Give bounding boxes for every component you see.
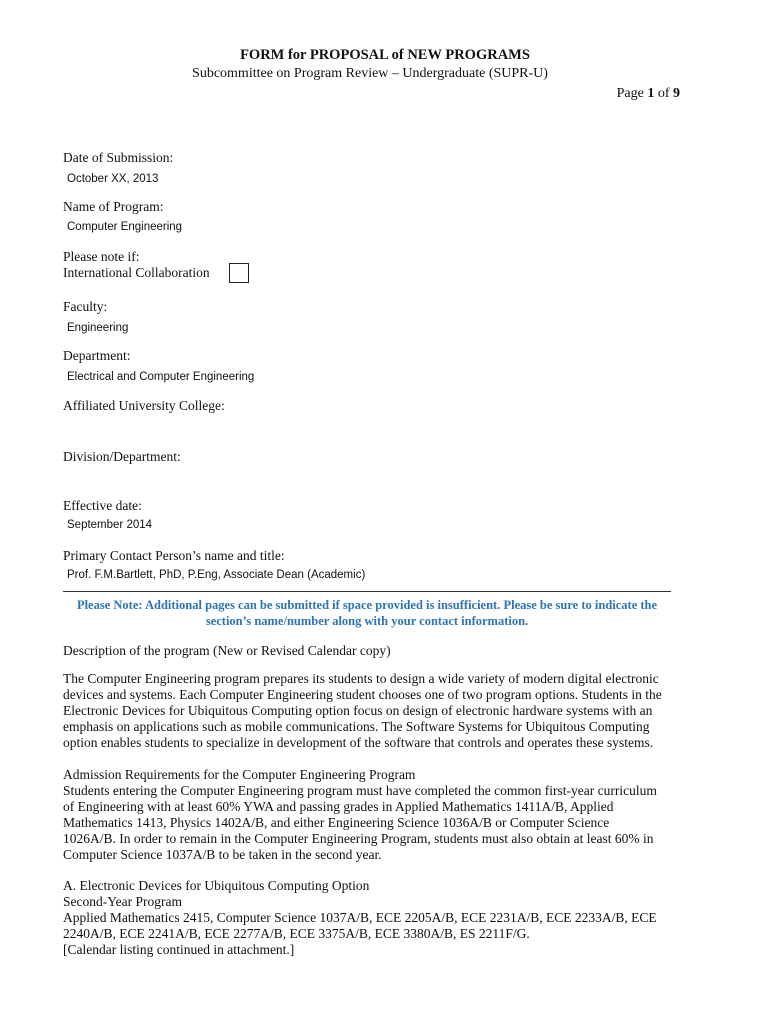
paragraph-line: Admission Requirements for the Computer Engineering Program bbox=[63, 767, 416, 782]
department-value[interactable]: Electrical and Computer Engineering bbox=[67, 371, 255, 383]
paragraph-line: of Engineering with at least 60% YWA and passing grades in Applied Mathematics 1411A/B, Applied bbox=[63, 799, 614, 814]
contact-value[interactable]: Prof. F.M.Bartlett, PhD, P.Eng, Associate Dean (Academic) bbox=[67, 569, 366, 581]
paragraph-line: 1026A/B. In order to remain in the Computer Engineering Program, students must also obtain at least 60% in bbox=[63, 831, 654, 846]
date-label: Date of Submission: bbox=[63, 150, 174, 165]
please-note-label: Please note if: bbox=[63, 249, 140, 264]
paragraph-line: Applied Mathematics 2415, Computer Science 1037A/B, ECE 2205A/B, ECE 2231A/B, ECE 2233A/B, ECE bbox=[63, 910, 657, 925]
page-number bbox=[617, 86, 680, 102]
date-value[interactable]: October XX, 2013 bbox=[67, 173, 159, 185]
paragraph-line: Second-Year Program bbox=[63, 894, 182, 909]
paragraph-line: Mathematics 1413, Physics 1402A/B, and either Engineering Science 1036A/B or Computer Science bbox=[63, 815, 610, 830]
notice-line: section’s name/number along with your contact information. bbox=[205, 613, 529, 628]
program-label: Name of Program: bbox=[63, 199, 164, 214]
paragraph-line: option enables students to specialize in development of the software that controls and operates these systems. bbox=[63, 735, 654, 750]
description-heading: Description of the program (New or Revised Calendar copy) bbox=[63, 643, 391, 658]
paragraph-line: Electronic Devices for Ubiquitous Computing option focus on design of electronic hardware systems with an bbox=[63, 703, 653, 718]
paragraph-line: [Calendar listing continued in attachment.] bbox=[63, 942, 295, 957]
page-of: of bbox=[654, 86, 673, 101]
page-prefix: Page bbox=[616, 86, 648, 101]
paragraph-line: The Computer Engineering program prepares its students to design a wide variety of modern digital electronic bbox=[63, 671, 659, 686]
intl-collaboration-label: International Collaboration bbox=[63, 265, 210, 280]
faculty-label: Faculty: bbox=[63, 299, 108, 314]
page-total: 9 bbox=[673, 86, 680, 101]
division-label: Division/Department: bbox=[63, 449, 181, 464]
effective-date-value[interactable]: September 2014 bbox=[67, 519, 153, 531]
form-subtitle: Subcommittee on Program Review – Undergraduate (SUPR-U) bbox=[192, 66, 548, 81]
section-divider bbox=[63, 591, 671, 592]
affiliated-college-label: Affiliated University College: bbox=[63, 398, 225, 413]
paragraph-line: devices and systems. Each Computer Engineering student chooses one of two program options. Students in the bbox=[63, 687, 662, 702]
contact-label: Primary Contact Person’s name and title: bbox=[63, 548, 285, 563]
form-title: FORM for PROPOSAL of NEW PROGRAMS bbox=[240, 47, 530, 63]
paragraph-line: 2240A/B, ECE 2241A/B, ECE 2277A/B, ECE 3375A/B, ECE 3380A/B, ES 2211F/G. bbox=[63, 926, 530, 941]
department-label: Department: bbox=[63, 348, 131, 363]
page-current: 1 bbox=[647, 86, 655, 101]
program-value[interactable]: Computer Engineering bbox=[67, 221, 183, 233]
paragraph-line: Computer Science 1037A/B to be taken in the second year. bbox=[63, 847, 382, 862]
paragraph-line: emphasis on applications such as mobile communications. The Software Systems for Ubiquitous Computing bbox=[63, 719, 650, 734]
additional-pages-notice bbox=[63, 598, 671, 629]
option-a-program bbox=[63, 878, 681, 958]
paragraph-line: Students entering the Computer Engineering program must have completed the common first-year curriculum bbox=[63, 783, 657, 798]
admission-requirements bbox=[63, 767, 681, 863]
notice-line: Please Note: Additional pages can be submitted if space provided is insufficient. Please be sure to indicate the bbox=[76, 598, 658, 612]
paragraph-line: A. Electronic Devices for Ubiquitous Computing Option bbox=[63, 878, 370, 893]
description-paragraph bbox=[63, 671, 681, 751]
faculty-value[interactable]: Engineering bbox=[67, 322, 129, 334]
intl-collaboration-checkbox[interactable] bbox=[229, 263, 249, 283]
effective-date-label: Effective date: bbox=[63, 498, 142, 513]
